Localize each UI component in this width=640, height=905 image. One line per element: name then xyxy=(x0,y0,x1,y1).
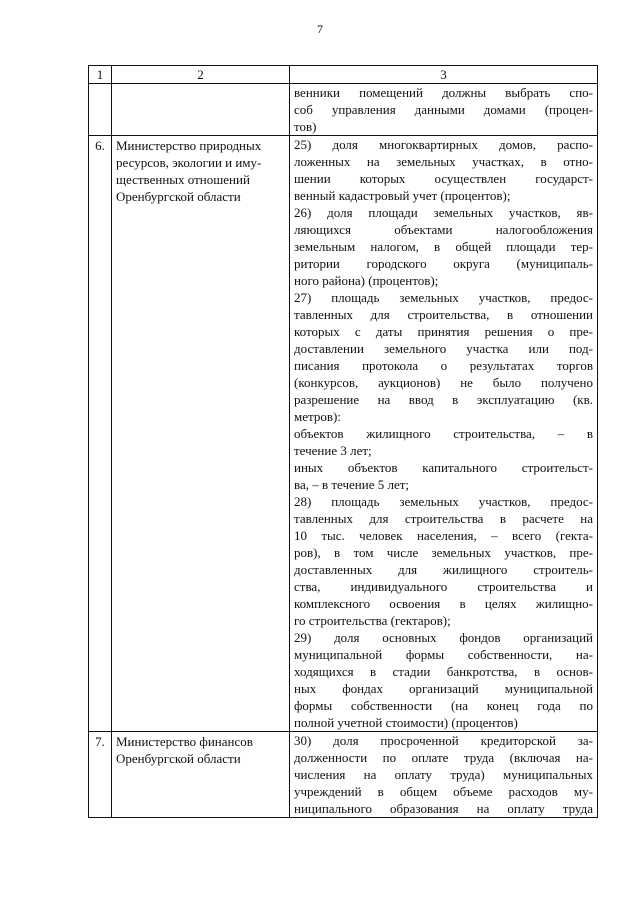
indicator-text-line: 30) доля просроченной кредиторской за- xyxy=(294,733,593,748)
indicator-text-line: венники помещений должны выбрать спо- xyxy=(294,85,593,100)
indicator-text-line: ляющихся объектами налогообложения xyxy=(294,222,593,237)
indicator-text-line: 27) площадь земельных участков, предос- xyxy=(294,290,593,305)
indicator-text-line: 29) доля основных фондов организаций xyxy=(294,630,593,645)
indicator-text-line: 10 тыс. человек населения, – всего (гекта- xyxy=(294,528,593,543)
table-row xyxy=(89,84,598,136)
indicator-text-line: разрешение на ввод в эксплуатацию (кв. xyxy=(294,392,593,407)
indicator-text-line: числения на оплату труда) муниципальных xyxy=(294,767,593,782)
indicator-text-line: ниципального образования на оплату труда xyxy=(294,801,593,816)
indicator-text-line: тавленных для строительства, в отношении xyxy=(294,307,593,322)
indicator-text-line: ложенных на земельных участках, в отно- xyxy=(294,154,593,169)
indicator-text-line: формы собственности (на конец года по xyxy=(294,698,593,713)
column-header-1: 1 xyxy=(89,66,112,84)
indicator-text-line: которых с даты принятия решения о пре- xyxy=(294,324,593,339)
indicators-table xyxy=(88,65,598,818)
indicator-cell xyxy=(290,732,598,818)
organization-name xyxy=(116,136,285,205)
indicator-text-line: метров): xyxy=(294,409,341,424)
indicator-text-line: шении которых осуществлен государст- xyxy=(294,171,593,186)
indicator-text-line: долженности по оплате труда (включая на- xyxy=(294,750,593,765)
indicator-text-line: комплексного освоения в целях жилищно- xyxy=(294,596,593,611)
indicator-text-line: течение 3 лет; xyxy=(294,443,372,458)
indicator-text-line: учреждений в общем объеме расходов му- xyxy=(294,784,593,799)
organization-cell xyxy=(112,136,290,732)
table-header-row xyxy=(89,66,598,84)
row-number-cell xyxy=(89,732,112,818)
indicator-text-line: земельным налогом, в общей площади тер- xyxy=(294,239,593,254)
table-row xyxy=(89,136,598,732)
organization-line: Оренбургской области xyxy=(116,751,241,766)
column-header-3: 3 xyxy=(290,66,598,84)
indicator-text-line: доставлении земельного участка или под- xyxy=(294,341,593,356)
organization-line: Министерство природных xyxy=(116,138,262,153)
indicator-text-line: (конкурсов, аукционов) не было получено xyxy=(294,375,593,390)
indicator-text-line: венный кадастровый учет (процентов); xyxy=(294,188,511,203)
table-body xyxy=(89,84,598,818)
indicator-text-line: писания протокола о результатах торгов xyxy=(294,358,593,373)
table-row xyxy=(89,732,598,818)
indicator-text-line: ритории городского округа (муниципаль- xyxy=(294,256,593,271)
indicator-text-line: ства, индивидуального строительства и xyxy=(294,579,593,594)
row-number: 7. xyxy=(95,734,105,749)
indicator-text-line: полной учетной стоимости) (процентов) xyxy=(294,715,518,730)
indicator-text-line: ров), в том числе земельных участков, пре- xyxy=(294,545,593,560)
indicator-cell xyxy=(290,84,598,136)
indicator-text-line: иных объектов капитального строительст- xyxy=(294,460,593,475)
organization-line: щественных отношений xyxy=(116,172,250,187)
row-number xyxy=(93,84,107,85)
organization-cell xyxy=(112,732,290,818)
organization-line: Оренбургской области xyxy=(116,189,241,204)
indicator-text-line: муниципальной формы собственности, на- xyxy=(294,647,593,662)
indicator-text-line: 25) доля многоквартирных домов, распо- xyxy=(294,137,593,152)
indicator-text-line: тавленных для строительства в расчете на xyxy=(294,511,593,526)
indicator-text-line: 26) доля площади земельных участков, яв- xyxy=(294,205,593,220)
row-number: 6. xyxy=(95,138,105,153)
indicator-text-line: ва, – в течение 5 лет; xyxy=(294,477,410,492)
indicator-text-line: ных фондах организаций муниципальной xyxy=(294,681,593,696)
indicator-text-line: доставленных для жилищного строитель- xyxy=(294,562,593,577)
organization-name xyxy=(116,732,285,767)
indicator-text-line: соб управления данными домами (процен- xyxy=(294,102,593,117)
organization-line: ресурсов, экологии и иму- xyxy=(116,155,262,170)
row-number-cell xyxy=(89,136,112,732)
column-header-2: 2 xyxy=(112,66,290,84)
indicator-text-line: ного района) (процентов); xyxy=(294,273,439,288)
organization-name xyxy=(116,84,285,85)
indicator-text-line: объектов жилищного строительства, – в xyxy=(294,426,593,441)
page-number: 7 xyxy=(317,22,323,36)
indicator-text-line: ходящихся в стадии банкротства, в основ- xyxy=(294,664,593,679)
indicator-text-line: 28) площадь земельных участков, предос- xyxy=(294,494,593,509)
row-number-cell xyxy=(89,84,112,136)
indicator-text-line: го строительства (гектаров); xyxy=(294,613,451,628)
indicator-text-line: тов) xyxy=(294,119,317,134)
organization-cell xyxy=(112,84,290,136)
indicator-cell xyxy=(290,136,598,732)
organization-line: Министерство финансов xyxy=(116,734,253,749)
